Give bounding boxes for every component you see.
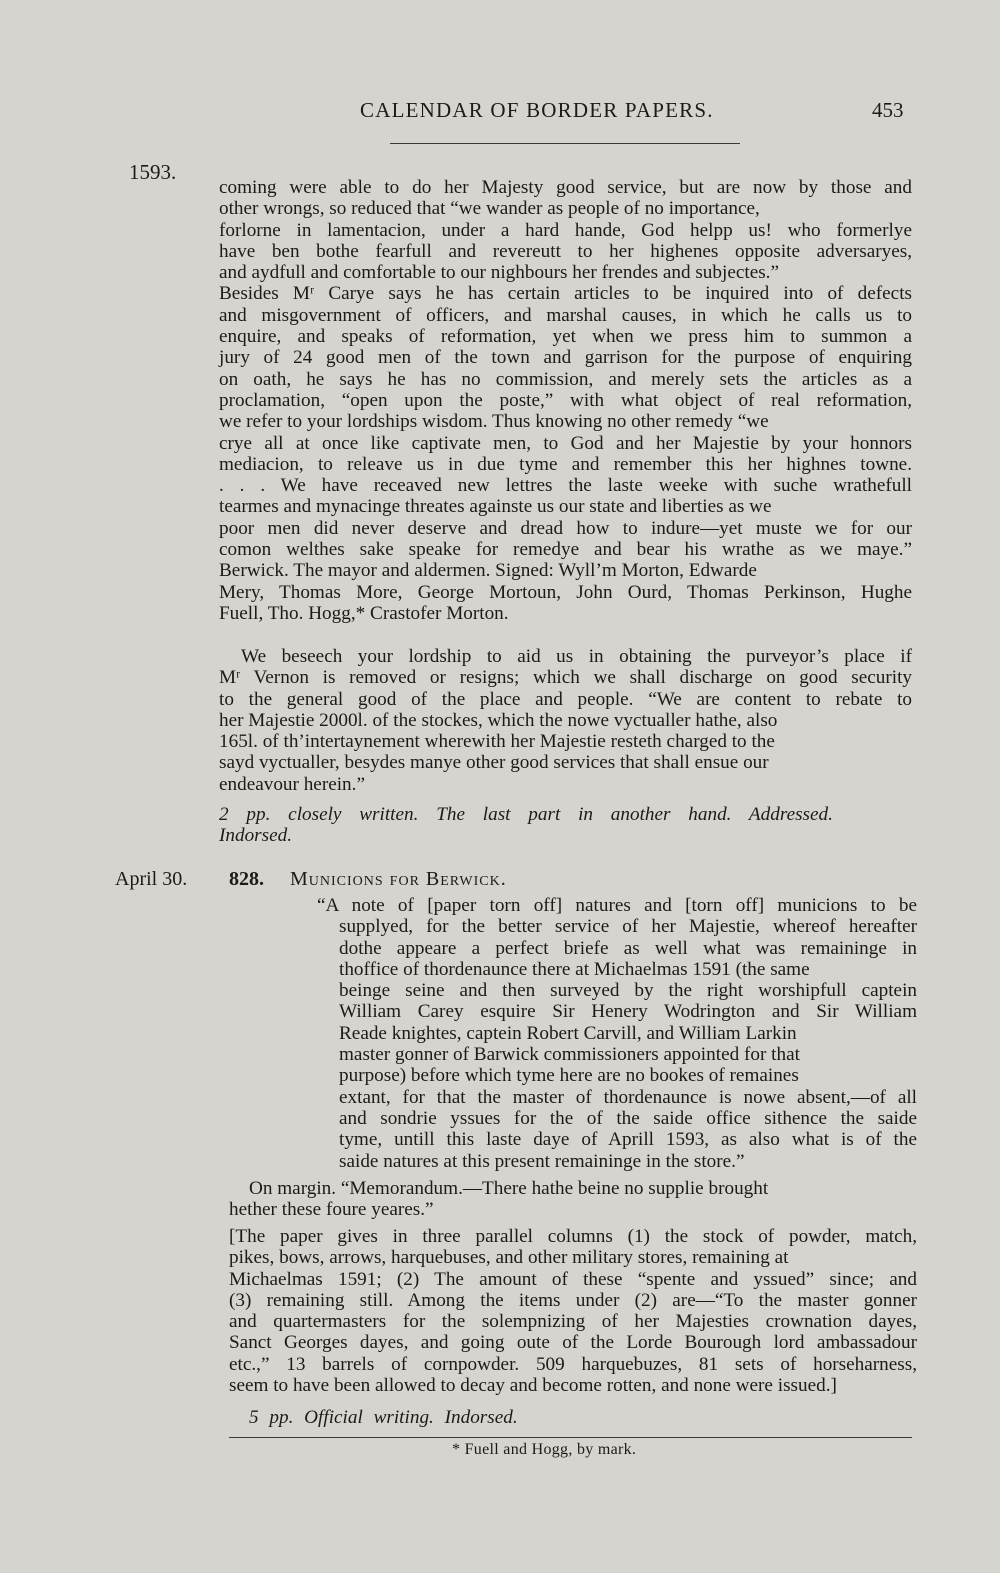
text-line: Berwick. The mayor and aldermen. Signed: Wyll’m Morton, Edwarde: [219, 560, 757, 582]
text-line: supplyed, for the better service of her Majestie, whereof hereafter: [339, 916, 917, 938]
text-line: and aydfull and comfortable to our nighbours her frendes and subjectes.”: [219, 262, 779, 284]
text-line: master gonner of Barwick commissioners appointed for that: [339, 1044, 800, 1066]
note-line: 2 pp. closely written. The last part in another hand. Addressed.: [219, 804, 833, 825]
text-line: we refer to your lordships wisdom. Thus knowing no other remedy “we: [219, 411, 769, 433]
text-line: enquire, and speaks of reformation, yet when we press him to summon a: [219, 326, 912, 348]
text-line: endeavour herein.”: [219, 773, 365, 795]
text-line: on oath, he says he has no commission, and merely sets the articles as a: [219, 368, 912, 390]
text-line: (3) remaining still. Among the items under (2) are—“To the master gonner: [229, 1289, 917, 1311]
text-line: and quartermasters for the solempnizing of her Majesties crownation dayes,: [229, 1311, 917, 1333]
running-header-title: CALENDAR OF BORDER PAPERS.: [360, 98, 714, 122]
entry-date: April 30.: [115, 868, 188, 890]
text-line: We beseech your lordship to aid us in obtaining the purveyor’s place if: [241, 646, 912, 667]
margin-year: 1593.: [129, 160, 177, 184]
entry-quote: [289, 895, 917, 1172]
entry-number: 828.: [229, 868, 264, 890]
text-line: other wrongs, so reduced that “we wander as people of no importance,: [219, 198, 760, 220]
editorial-summary: [229, 1226, 917, 1396]
text-line: forlorne in lamentacion, under a hard hande, God helpp us! who formerlye: [219, 219, 912, 241]
text-line: seem to have been allowed to decay and become rotten, and none were issued.]: [229, 1375, 837, 1397]
text-line: Besides Mʳ Carye says he has certain articles to be inquired into of defects: [219, 283, 912, 305]
text-line: Fuell, Tho. Hogg,* Crastofer Morton.: [219, 602, 509, 624]
text-line: . . . We have receaved new lettres the laste weeke with suche wrathefull: [219, 475, 912, 497]
text-line: beinge seine and then surveyed by the right worshipfull captein: [339, 980, 917, 1002]
text-line: saide natures at this present remaininge in the store.”: [339, 1150, 745, 1172]
letter-body: [219, 177, 912, 624]
text-line: thoffice of thordenaunce there at Michaelmas 1591 (the same: [339, 958, 810, 980]
text-line: her Majestie 2000l. of the stockes, which the nowe vyctualler hathe, also: [219, 709, 778, 731]
text-line: dothe appeare a perfect briefe as well what was remaininge in: [339, 937, 917, 959]
text-line: jury of 24 good men of the town and garrison for the purpose of enquiring: [219, 347, 912, 369]
text-line: Reade knightes, captein Robert Carvill, and William Larkin: [339, 1022, 797, 1044]
margin-memorandum: [229, 1178, 917, 1221]
footnote: * Fuell and Hogg, by mark.: [452, 1441, 637, 1458]
letter-paragraph-2: [219, 646, 912, 795]
text-line: 165l. of th’intertaynement wherewith her Majestie resteth charged to the: [219, 731, 775, 753]
text-line: to the general good of the place and people. “We are content to rebate to: [219, 688, 912, 710]
text-line: “A note of [paper torn off] natures and [torn off] municions to be: [317, 895, 917, 916]
text-line: proclamation, “open upon the poste,” with what object of real reformation,: [219, 389, 912, 411]
text-line: crye all at once like captivate men, to God and her Majestie by your honnors: [219, 432, 912, 454]
text-line: pikes, bows, arrows, harquebuses, and other military stores, remaining at: [229, 1247, 789, 1269]
text-line: hether these foure yeares.”: [229, 1199, 434, 1221]
text-line: have ben bothe fearfull and revereutt to her highenes opposite adversaryes,: [219, 240, 912, 262]
text-line: sayd vyctualler, besydes manye other good services that shall ensue our: [219, 752, 769, 774]
text-line: and misgovernment of officers, and marshal causes, in which he calls us to: [219, 304, 912, 326]
text-line: Mʳ Vernon is removed or resigns; which we shall discharge on good security: [219, 667, 912, 689]
text-line: and sondrie yssues for the of the saide office sithence the saide: [339, 1107, 917, 1129]
note-line: Indorsed.: [219, 825, 293, 847]
page-number: 453: [872, 98, 904, 122]
text-line: poor men did never deserve and dread how to indure—yet muste we for our: [219, 517, 912, 539]
text-line: purpose) before which tyme here are no bookes of remaines: [339, 1065, 799, 1087]
text-line: Michaelmas 1591; (2) The amount of these “spente and yssued” since; and: [229, 1268, 917, 1290]
text-line: extant, for that the master of thordenaunce is nowe absent,—of all: [339, 1086, 917, 1108]
text-line: mediacion, to releave us in due tyme and remember this her highnes towne.: [219, 453, 912, 475]
text-line: tyme, untill this laste daye of Aprill 1593, as also what is of the: [339, 1129, 917, 1151]
text-line: On margin. “Memorandum.—There hathe beine no supplie brought: [249, 1178, 769, 1199]
text-line: [The paper gives in three parallel columns (1) the stock of powder, match,: [229, 1226, 917, 1247]
header-rule: [390, 143, 740, 144]
text-line: tearmes and mynacinge threates againste us our state and liberties as we: [219, 496, 772, 518]
text-line: comon welthes sake speake for remedye and bear his wrathe as we maye.”: [219, 539, 912, 561]
text-line: etc.,” 13 barrels of cornpowder. 509 harquebuzes, 81 sets of horseharness,: [229, 1353, 917, 1375]
text-line: William Carey esquire Sir Henery Wodrington and Sir William: [339, 1001, 917, 1023]
entry-description-note: 5 pp. Official writing. Indorsed.: [249, 1407, 518, 1428]
text-line: coming were able to do her Majesty good service, but are now by those and: [219, 177, 912, 198]
document-description-note: [219, 804, 913, 847]
text-line: Mery, Thomas More, George Mortoun, John Ourd, Thomas Perkinson, Hughe: [219, 581, 912, 603]
text-line: Sanct Georges dayes, and going oute of the Lorde Bourough lord ambassadour: [229, 1332, 917, 1354]
entry-title: Municions for Berwick.: [290, 868, 507, 890]
footnote-rule: [229, 1437, 912, 1438]
